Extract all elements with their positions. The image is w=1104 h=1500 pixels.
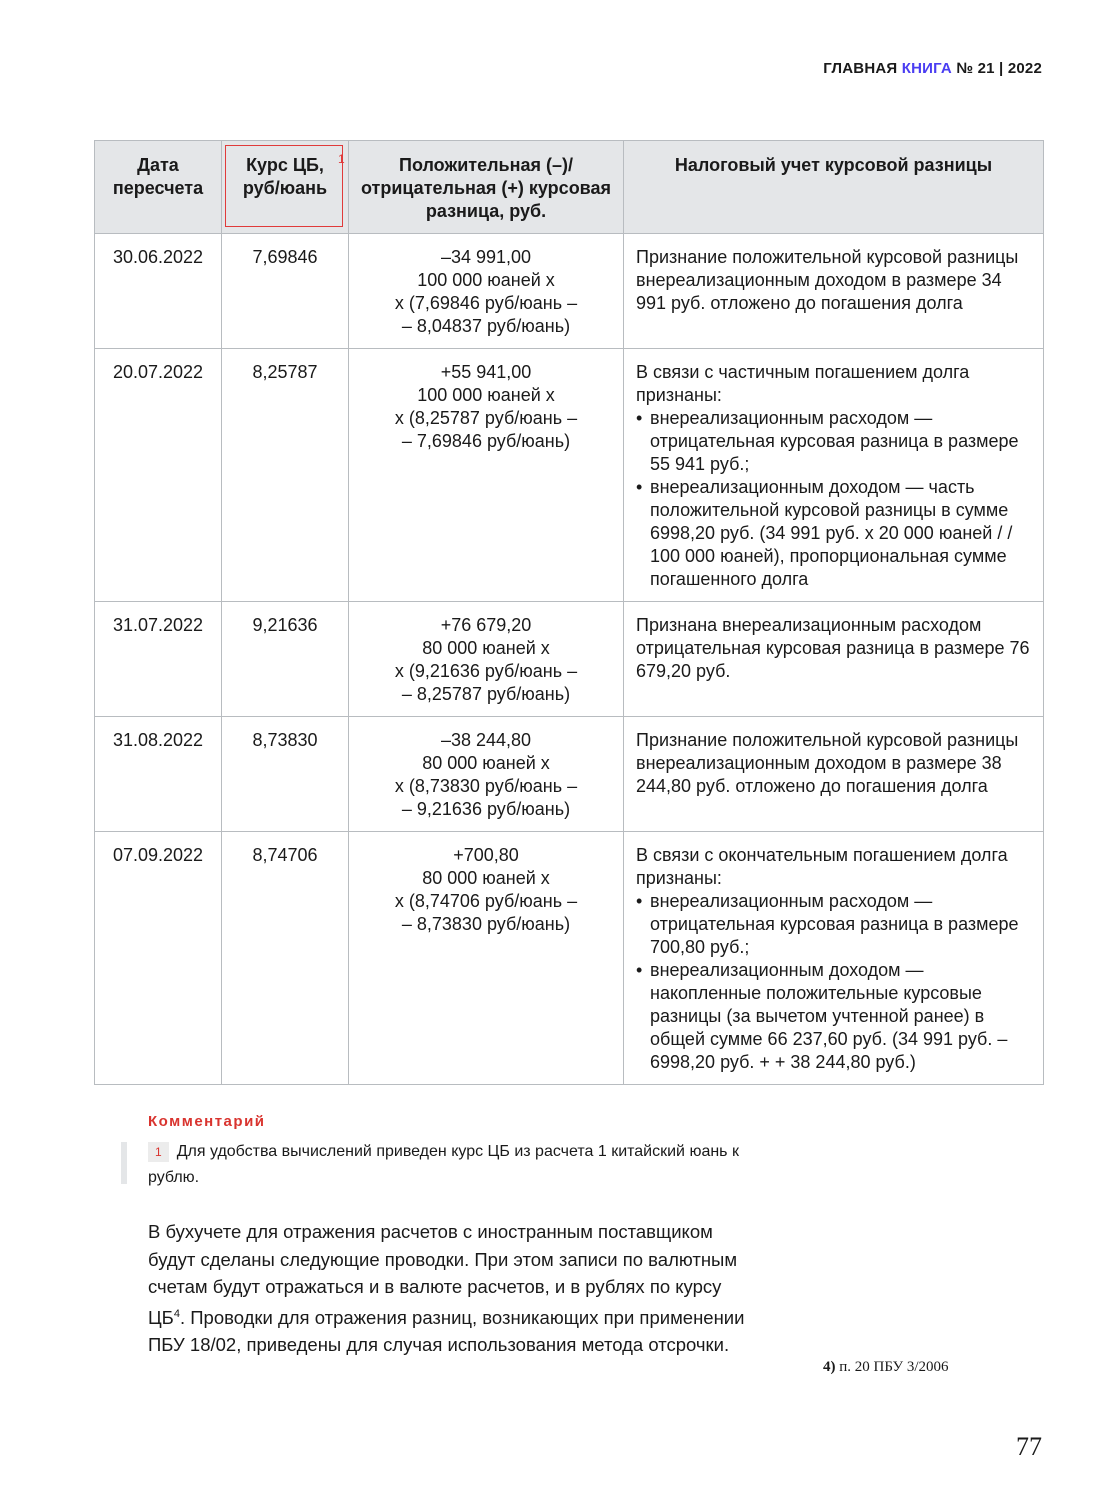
footnote-number: 4) [823,1359,836,1375]
page-number: 77 [1016,1432,1042,1461]
difference-line: х (8,25787 руб/юань – [394,408,578,428]
footnote-text: п. 20 ПБУ 3/2006 [839,1359,949,1375]
table-row [95,234,1044,349]
difference-line: –34 991,00 [440,247,532,267]
cell-tax [624,832,1044,1085]
cell-rate: 8,73830 [222,717,349,832]
exchange-difference-table [94,140,1044,1085]
cell-tax [624,234,1044,349]
tax-bullet-text: внереализационным расходом — отрицательная курсовая разница в размере 55 941 руб.; [650,408,1019,474]
tax-bullet-text: внереализационным доходом — часть положительной курсовой разницы в сумме 6998,20 руб. (34 991 руб. х 20 000 юаней / / 100 000 юаней), пропорциональная сумме погашенного долга [650,477,1013,589]
cell-tax [624,602,1044,717]
cell-difference [349,234,624,349]
footnote-ref: 4 [173,1307,180,1320]
tax-text: Признана внереализационным расходом отрицательная курсовая разница в размере 76 679,20 руб. [636,615,1030,681]
difference-line: х (7,69846 руб/юань – [394,293,578,313]
bullet-icon: • [636,891,643,911]
tax-bullet [636,476,1031,591]
paragraph-text: В бухучете для отражения расчетов с иностранным поставщиком будут сделаны следующие проводки. При этом записи по валютным счетам будут отражаться и в валюте расчетов, и в рублях по курсу ЦБ [148,1221,738,1328]
col-header-date: Дата пересчета [95,141,222,234]
difference-line: +55 941,00 [440,362,532,382]
col-header-rate: Курс ЦБ, руб/юань [222,141,349,234]
tax-bullet [636,890,1031,959]
header-title-accent: КНИГА [901,60,952,77]
cell-rate: 9,21636 [222,602,349,717]
bullet-icon: • [636,408,643,428]
cell-difference [349,349,624,602]
bullet-icon: • [636,960,643,980]
cell-date: 31.07.2022 [95,602,222,717]
difference-line: – 9,21636 руб/юань) [401,799,571,819]
table-row [95,717,1044,832]
cell-date: 30.06.2022 [95,234,222,349]
cell-tax [624,717,1044,832]
difference-line: – 8,04837 руб/юань) [401,316,571,336]
bullet-icon: • [636,477,643,497]
difference-line: – 8,25787 руб/юань) [401,684,571,704]
difference-line: х (8,73830 руб/юань – [394,776,578,796]
comment-title: Комментарий [148,1113,266,1130]
difference-line: 80 000 юаней х [422,868,550,888]
difference-line: 80 000 юаней х [422,638,550,658]
cell-rate: 8,74706 [222,832,349,1085]
comment-body [148,1139,748,1191]
cell-tax [624,349,1044,602]
tax-bullet [636,959,1031,1074]
cell-difference [349,717,624,832]
difference-line: – 8,73830 руб/юань) [401,914,571,934]
difference-line: +700,80 [453,845,519,865]
tax-bullet-text: внереализационным доходом — накопленные положительные курсовые разницы (за вычетом учтенной ранее) в общей сумме 66 237,60 руб. (34 991 руб. – 6998,20 руб. + + 38 244,80 руб.) [650,960,1008,1072]
cell-date: 31.08.2022 [95,717,222,832]
paragraph-text-end: . Проводки для отражения разниц, возникающих при применении ПБУ 18/02, приведены для случая использования метода отсрочки. [148,1306,745,1356]
footnote [823,1359,948,1376]
cell-rate: 8,25787 [222,349,349,602]
difference-line: 80 000 юаней х [422,753,550,773]
difference-line: 100 000 юаней х [417,385,555,405]
tax-text: В связи с окончательным погашением долга признаны: [636,845,1008,888]
table-row [95,832,1044,1085]
tax-text: Признание положительной курсовой разницы внереализационным доходом в размере 38 244,80 руб. отложено до погашения долга [636,730,1019,796]
difference-line: +76 679,20 [440,615,532,635]
table-row [95,602,1044,717]
difference-line: –38 244,80 [440,730,532,750]
difference-line: х (8,74706 руб/юань – [394,891,578,911]
cell-difference [349,602,624,717]
cell-date: 07.09.2022 [95,832,222,1085]
col-header-difference: Положительная (–)/ отрицательная (+) курсовая разница, руб. [349,141,624,234]
issue-info: № 21 | 2022 [956,60,1042,77]
tax-text: В связи с частичным погашением долга признаны: [636,362,970,405]
tax-text: Признание положительной курсовой разницы внереализационным доходом в размере 34 991 руб. отложено до погашения долга [636,247,1019,313]
difference-line: – 7,69846 руб/юань) [401,431,571,451]
comment-bar [121,1142,127,1184]
cell-difference [349,832,624,1085]
difference-line: х (9,21636 руб/юань – [394,661,578,681]
magazine-header [823,60,1042,77]
annotation-marker-box [225,145,343,227]
annotation-marker-number: 1 [338,152,345,166]
comment-number: 1 [148,1142,169,1162]
header-title: ГЛАВНАЯ [823,60,898,77]
difference-line: 100 000 юаней х [417,270,555,290]
tax-bullet-text: внереализационным расходом — отрицательная курсовая разница в размере 700,80 руб.; [650,891,1019,957]
cell-rate: 7,69846 [222,234,349,349]
comment-text: Для удобства вычислений приведен курс ЦБ из расчета 1 китайский юань к рублю. [148,1143,739,1186]
cell-date: 20.07.2022 [95,349,222,602]
col-header-tax: Налоговый учет курсовой разницы [624,141,1044,234]
tax-bullet [636,407,1031,476]
table-row [95,349,1044,602]
body-paragraph [148,1218,748,1359]
